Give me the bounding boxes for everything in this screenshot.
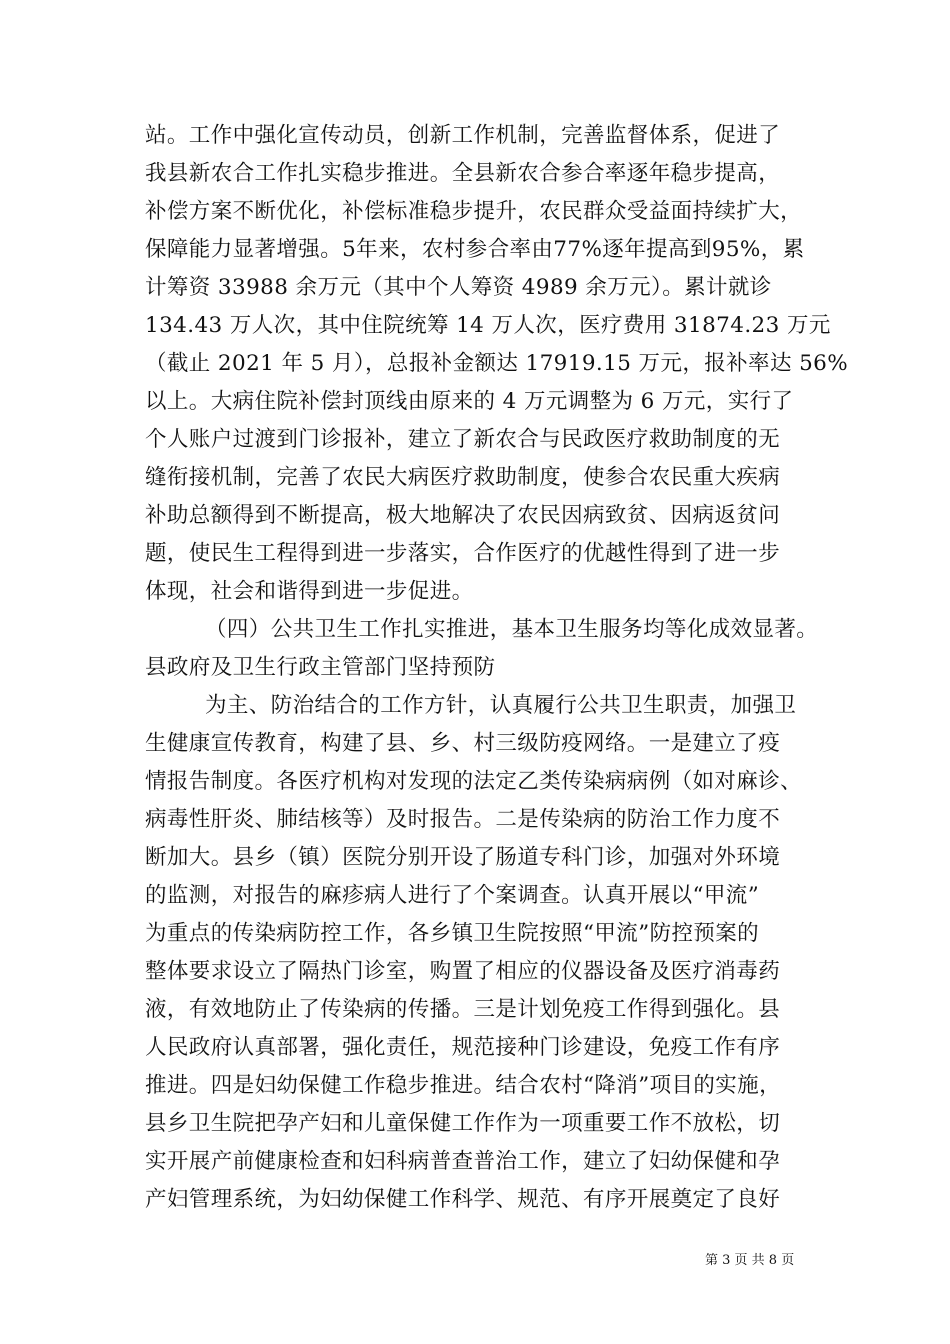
text-line: 断加大。县乡（镇）医院分别开设了肠道专科门诊，加强对外环境 (145, 845, 781, 870)
text-line: 以上。大病住院补偿封顶线由原来的 4 万元调整为 6 万元，实行了 (145, 389, 794, 414)
text-line: 推进。四是妇幼保健工作稳步推进。结合农村“降消”项目的实施， (145, 1073, 781, 1098)
section-heading-line: （四）公共卫生工作扎实推进，基本卫生服务均等化成效显著。 (205, 617, 819, 642)
text-line: 人民政府认真部署，强化责任，规范接种门诊建设，免疫工作有序 (145, 1035, 781, 1060)
text-line: 134.43 万人次，其中住院统筹 14 万人次，医疗费用 31874.23 万元 (145, 313, 831, 338)
text-line: 计筹资 33988 余万元（其中个人筹资 4989 余万元）。累计就诊 (145, 275, 772, 300)
text-line: 病毒性肝炎、肺结核等）及时报告。二是传染病的防治工作力度不 (145, 807, 781, 832)
text-line: 县乡卫生院把孕产妇和儿童保健工作作为一项重要工作不放松，切 (145, 1111, 781, 1136)
text-line: 为重点的传染病防控工作，各乡镇卫生院按照“甲流”防控预案的 (145, 921, 760, 946)
text-line: 生健康宣传教育，构建了县、乡、村三级防疫网络。一是建立了疫 (145, 731, 781, 756)
page-number: 第 3 页 共 8 页 (705, 1253, 795, 1268)
text-line: 实开展产前健康检查和妇科病普查普治工作，建立了妇幼保健和孕 (145, 1149, 781, 1174)
text-line: （截止 2021 年 5 月），总报补金额达 17919.15 万元，报补率达 56% (145, 351, 849, 376)
text-line: 情报告制度。各医疗机构对发现的法定乙类传染病病例（如对麻诊、 (145, 769, 803, 794)
text-line: 个人账户过渡到门诊报补，建立了新农合与民政医疗救助制度的无 (145, 427, 781, 452)
text-line: 体现，社会和谐得到进一步促进。 (145, 579, 474, 604)
text-line: 题，使民生工程得到进一步落实，合作医疗的优越性得到了进一步 (145, 541, 781, 566)
text-line: 液，有效地防止了传染病的传播。三是计划免疫工作得到强化。县 (145, 997, 781, 1022)
paragraph-start-line: 为主、防治结合的工作方针，认真履行公共卫生职责，加强卫 (205, 693, 797, 718)
text-line: 我县新农合工作扎实稳步推进。全县新农合参合率逐年稳步提高， (145, 161, 781, 186)
text-line: 缝衔接机制，完善了农民大病医疗救助制度，使参合农民重大疾病 (145, 465, 781, 490)
text-line: 的监测，对报告的麻疹病人进行了个案调查。认真开展以“甲流” (145, 883, 760, 908)
text-line: 产妇管理系统，为妇幼保健工作科学、规范、有序开展奠定了良好 (145, 1187, 781, 1212)
text-line: 整体要求设立了隔热门诊室，购置了相应的仪器设备及医疗消毒药 (145, 959, 781, 984)
text-line: 县政府及卫生行政主管部门坚持预防 (145, 655, 496, 680)
body-text (145, 117, 849, 1219)
text-line: 站。工作中强化宣传动员，创新工作机制，完善监督体系，促进了 (145, 123, 781, 148)
text-line: 补偿方案不断优化，补偿标准稳步提升，农民群众受益面持续扩大， (145, 199, 803, 224)
text-line: 保障能力显著增强。5年来，农村参合率由77%逐年提高到95%，累 (145, 237, 805, 262)
text-line: 补助总额得到不断提高，极大地解决了农民因病致贫、因病返贫问 (145, 503, 781, 528)
